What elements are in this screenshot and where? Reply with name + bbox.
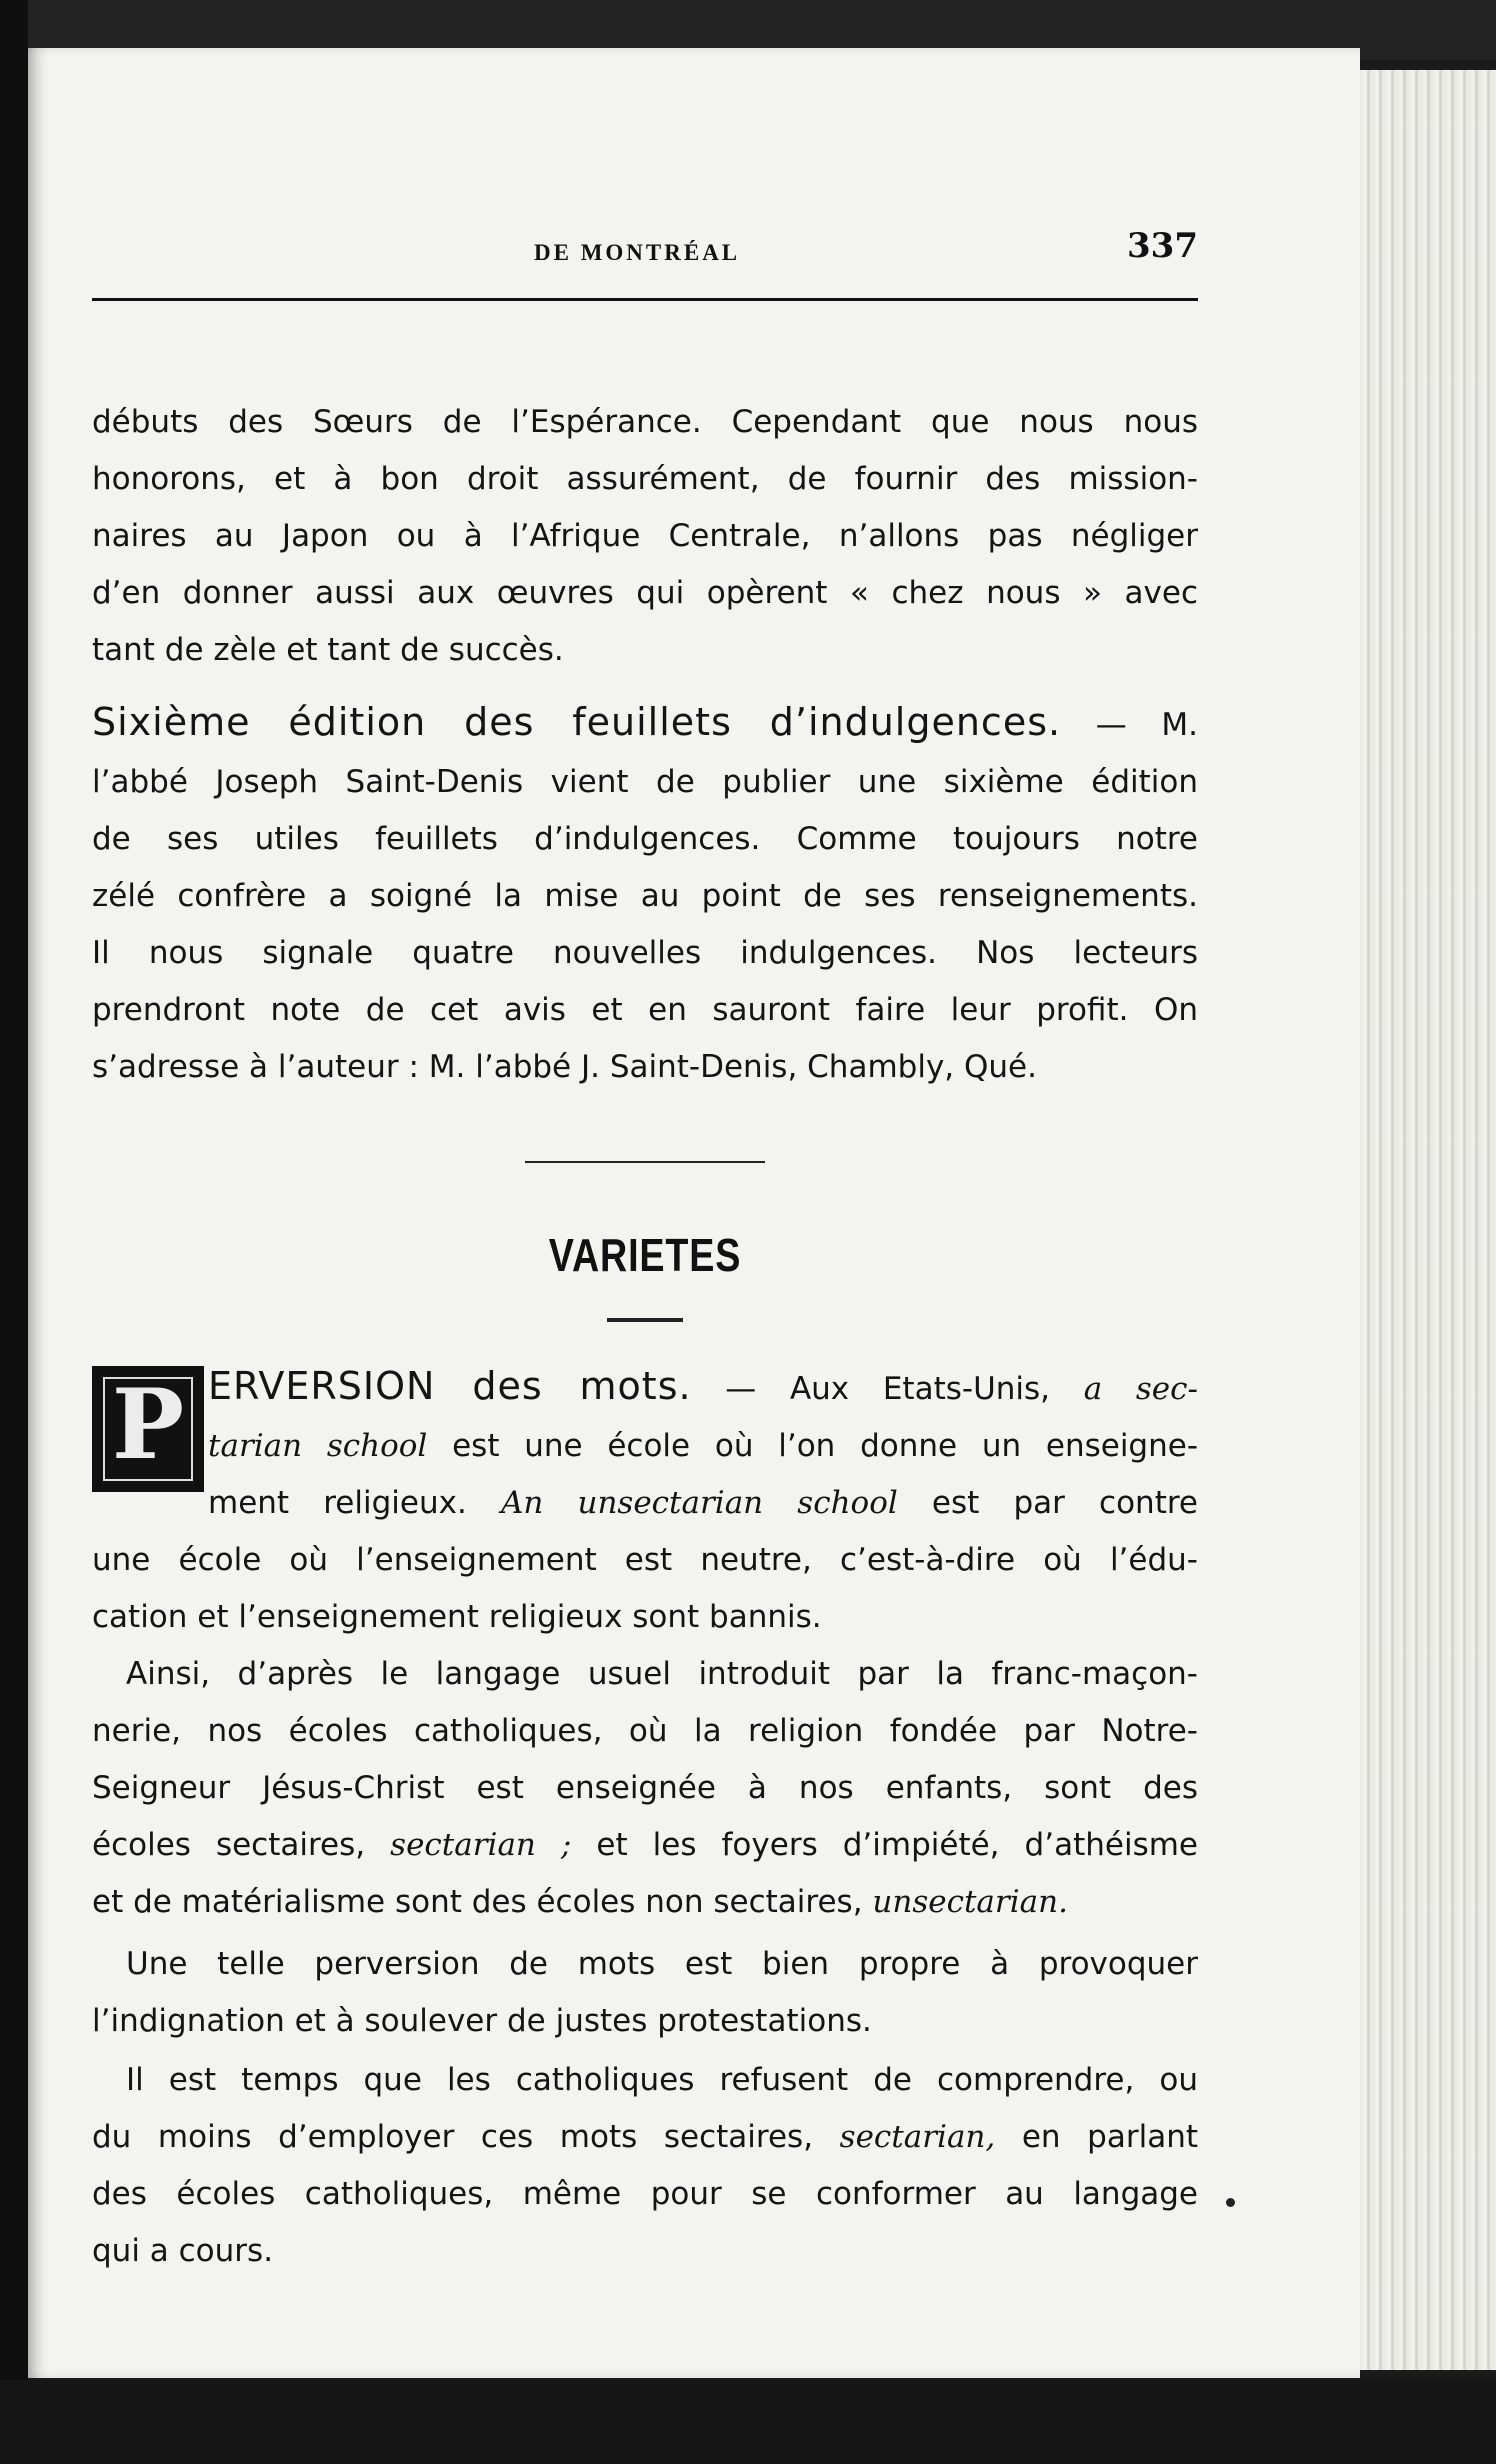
ink-speck: [1226, 2198, 1235, 2207]
running-head: [92, 226, 1198, 276]
italic-run: a sec-: [1083, 1371, 1198, 1407]
text-line: d’en donner aussi aux œuvres qui opèrent « chez nous » avec: [92, 575, 1198, 611]
text-run: — Aux Etats-Unis,: [691, 1371, 1084, 1407]
text-line: Une telle perversion de mots est bien propre à provoquer: [126, 1946, 1198, 1982]
drop-cap-letter: P: [111, 1368, 185, 1481]
paragraph-il-est-temps: [92, 2052, 1198, 2280]
section-title: VARIETES: [548, 1229, 742, 1281]
text-line: [92, 1817, 1198, 1874]
text-line: naires au Japon ou à l’Afrique Centrale, n’allons pas négliger: [92, 518, 1198, 554]
text-line: zélé confrère a soigné la mise au point de ses renseignements.: [92, 878, 1198, 914]
text-line: l’indignation et à soulever de justes protestations.: [92, 2003, 872, 2039]
text-run: et les foyers d’impiété, d’athéisme: [571, 1827, 1198, 1863]
text-line: [92, 1418, 1198, 1475]
text-line: une école où l’enseignement est neutre, c’est-à-dire où l’édu-: [92, 1542, 1198, 1578]
text-run: et de matérialisme sont des écoles non sectaires,: [92, 1884, 873, 1920]
italic-run: sectarian ;: [390, 1827, 572, 1863]
title-underline: [607, 1318, 683, 1322]
text-line: cation et l’enseignement religieux sont bannis.: [92, 1599, 822, 1635]
text-line: [92, 1358, 1198, 1418]
text-line: des écoles catholiques, même pour se conformer au langage: [92, 2176, 1198, 2212]
text-line: tant de zèle et tant de succès.: [92, 632, 564, 668]
paragraph-perversion: [92, 1358, 1198, 1646]
header-rule: [92, 298, 1198, 301]
text-line: s’adresse à l’auteur : M. l’abbé J. Saint-Denis, Chambly, Qué.: [92, 1049, 1037, 1085]
text-line: l’abbé Joseph Saint-Denis vient de publier une sixième édition: [92, 764, 1198, 800]
text-run: est une école où l’on donne un enseigne-: [427, 1428, 1199, 1464]
text-run: en parlant: [995, 2119, 1199, 2155]
text-line: nerie, nos écoles catholiques, où la religion fondée par Notre-: [92, 1713, 1198, 1749]
text-line: qui a cours.: [92, 2233, 274, 2269]
text-line: de ses utiles feuillets d’indulgences. Comme toujours notre: [92, 821, 1198, 857]
text-line: Il est temps que les catholiques refusent de comprendre, ou: [126, 2062, 1198, 2098]
paragraph-ainsi: [92, 1646, 1198, 1931]
italic-run: unsectarian.: [872, 1884, 1068, 1920]
paragraph-indulgences: [92, 694, 1198, 1096]
paragraph-lead-title: Sixième édition des feuillets d’indulgences.: [92, 700, 1062, 744]
italic-run: tarian school: [208, 1428, 428, 1464]
text-line: [92, 2109, 1198, 2166]
text-run: du moins d’employer ces mots sectaires,: [92, 2119, 840, 2155]
text-line: Il nous signale quatre nouvelles indulgences. Nos lecteurs: [92, 935, 1198, 971]
text-run: est par contre: [897, 1485, 1198, 1521]
text-line: débuts des Sœurs de l’Espérance. Cependant que nous nous: [92, 404, 1198, 440]
text-line: Seigneur Jésus-Christ est enseignée à nos enfants, sont des: [92, 1770, 1198, 1806]
text-line: [92, 1475, 1198, 1532]
scan-background-bottom: [0, 2380, 1496, 2464]
text-run: écoles sectaires,: [92, 1827, 391, 1863]
text-line: honorons, et à bon droit assurément, de fournir des mission-: [92, 461, 1198, 497]
text-line: [92, 694, 1198, 754]
italic-run: An unsectarian school: [500, 1485, 898, 1521]
text-line: Ainsi, d’après le langage usuel introduit par la franc-maçon-: [126, 1656, 1198, 1692]
paragraph-lead-title: ERVERSION des mots.: [208, 1364, 692, 1408]
book-page-edges: [1360, 70, 1496, 2370]
running-title: DE MONTRÉAL: [534, 240, 741, 265]
italic-run: sectarian,: [839, 2119, 996, 2155]
paragraph-telle-perversion: [92, 1936, 1198, 2050]
paragraph-continuation: [92, 394, 1198, 679]
section-separator: [525, 1161, 765, 1163]
text-line: prendront note de cet avis et en sauront faire leur profit. On: [92, 992, 1198, 1028]
text-line: [92, 1874, 1198, 1931]
text-run: ment religieux.: [208, 1485, 501, 1521]
book-page: [28, 48, 1360, 2378]
page-number: 337: [1127, 226, 1198, 266]
book-spine-edge: [0, 0, 28, 2464]
lead-tail: — M.: [1061, 707, 1199, 743]
